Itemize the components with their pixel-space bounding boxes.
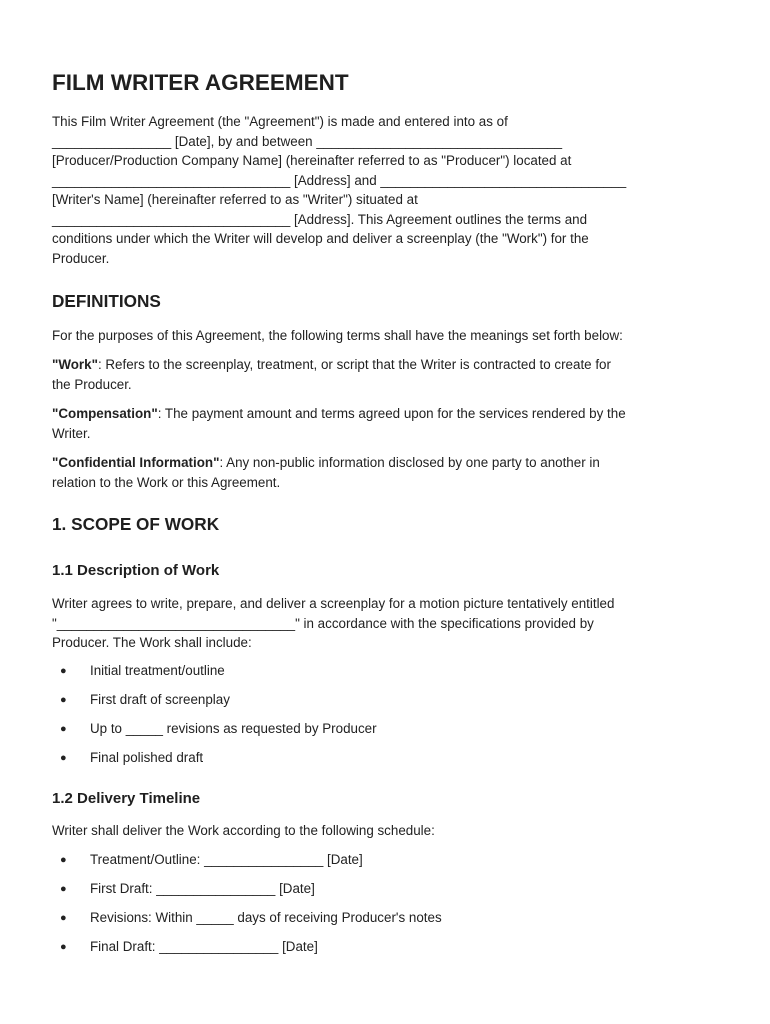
description-heading: 1.1 Description of Work — [52, 562, 220, 579]
bullet-icon: ● — [60, 752, 67, 764]
definition-text: relation to the Work or this Agreement. — [52, 474, 281, 490]
definition-item — [52, 404, 626, 423]
bullet-icon: ● — [60, 665, 67, 677]
intro-line: This Film Writer Agreement (the "Agreement") is made and entered into as of — [52, 114, 508, 129]
document-title: FILM WRITER AGREEMENT — [52, 70, 349, 95]
definition-term: "Work" — [52, 357, 98, 372]
intro-line: [Writer's Name] (hereinafter referred to as "Writer") situated at — [52, 192, 418, 207]
definition-term: "Confidential Information" — [52, 455, 220, 470]
list-item-text: First Draft: ________________ [Date] — [90, 881, 315, 896]
definition-text: : Any non-public information disclosed by one party to another in — [219, 455, 600, 470]
bullet-icon: ● — [60, 694, 67, 706]
list-item-text: Initial treatment/outline — [90, 663, 225, 678]
intro-line: [Producer/Production Company Name] (hereinafter referred to as "Producer") located at — [52, 153, 572, 168]
definitions-intro: For the purposes of this Agreement, the following terms shall have the meanings set forth below: — [52, 328, 623, 343]
description-line: Writer agrees to write, prepare, and deliver a screenplay for a motion picture tentatively entitled — [52, 596, 615, 611]
definitions-heading: DEFINITIONS — [52, 291, 161, 311]
list-item-text: Final polished draft — [90, 750, 204, 765]
list-item-text: Final Draft: ________________ [Date] — [90, 939, 318, 954]
intro-line: ________________________________ [Address] and _________________________________ — [52, 172, 627, 188]
scope-heading: 1. SCOPE OF WORK — [52, 514, 220, 534]
list-item-text: Up to _____ revisions as requested by Producer — [90, 721, 377, 736]
intro-line: ________________ [Date], by and between _________________________________ — [52, 133, 563, 149]
timeline-intro: Writer shall deliver the Work according to the following schedule: — [52, 823, 435, 838]
intro-line: ________________________________ [Address]. This Agreement outlines the terms and — [52, 211, 588, 227]
description-line: Producer. The Work shall include: — [52, 635, 252, 650]
definition-text: : The payment amount and terms agreed upon for the services rendered by the — [157, 406, 626, 421]
definition-item — [52, 355, 611, 374]
definition-text: Writer. — [52, 425, 91, 441]
bullet-icon: ● — [60, 883, 67, 895]
definition-text: : Refers to the screenplay, treatment, or script that the Writer is contracted to create for — [97, 357, 611, 372]
bullet-icon: ● — [60, 723, 67, 735]
intro-line: Producer. — [52, 250, 110, 266]
list-item-text: First draft of screenplay — [90, 692, 230, 707]
timeline-heading: 1.2 Delivery Timeline — [52, 790, 201, 807]
list-item-text: Treatment/Outline: ________________ [Date] — [90, 852, 363, 867]
list-item-text: Revisions: Within _____ days of receiving Producer's notes — [90, 910, 442, 925]
bullet-icon: ● — [60, 912, 67, 924]
definition-item — [52, 453, 600, 472]
bullet-icon: ● — [60, 941, 67, 953]
intro-line: conditions under which the Writer will develop and deliver a screenplay (the "Work") for the — [52, 231, 589, 246]
bullet-icon: ● — [60, 854, 67, 866]
description-line: "________________________________" in accordance with the specifications provided by — [52, 615, 594, 631]
definition-text: the Producer. — [52, 376, 132, 392]
definition-term: "Compensation" — [52, 406, 158, 421]
